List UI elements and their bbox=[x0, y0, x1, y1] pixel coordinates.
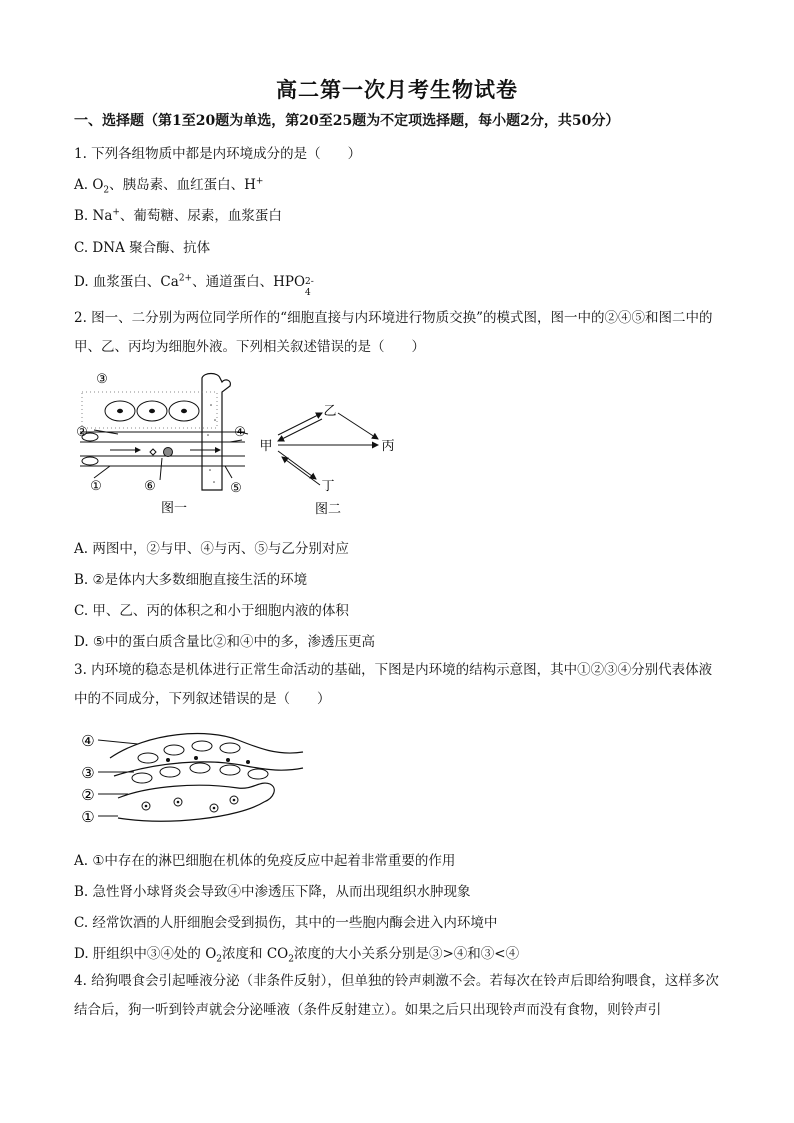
q3-label-4: ④ bbox=[81, 732, 95, 750]
q3-option-d: D. 肝组织中③④处的 $O_2$浓度和 $CO_2$浓度的大小关系分别是③>④和③<④ bbox=[74, 946, 520, 965]
q2-figure-one bbox=[70, 370, 273, 520]
fig2-node-bing: 丙 bbox=[381, 439, 395, 454]
page-title: 高二第一次月考生物试卷 bbox=[276, 77, 518, 102]
q3-label-1: ① bbox=[81, 808, 95, 826]
q1-option-c: C. DNA 聚合酶、抗体 bbox=[74, 240, 211, 256]
fig1-label-5: ⑤ bbox=[230, 481, 242, 496]
fig1-caption: 图一 bbox=[160, 501, 188, 516]
q1-option-b: B. Na+、葡萄糖、尿素，血浆蛋白 bbox=[74, 207, 282, 224]
q2-option-c: C. 甲、乙、丙的体积之和小于细胞内液的体积 bbox=[74, 603, 349, 619]
q3-option-a: A. ①中存在的淋巴细胞在机体的免疫反应中起着非常重要的作用 bbox=[74, 853, 456, 869]
q1-stem: 1. 下列各组物质中都是内环境成分的是（ ） bbox=[74, 146, 362, 162]
q3-option-b: B. 急性肾小球肾炎会导致④中渗透压下降，从而出现组织水肿现象 bbox=[74, 884, 471, 900]
q1-option-a: A. $O_2$、胰岛素、血红蛋白、H+ bbox=[74, 176, 264, 196]
fig2-caption: 图二 bbox=[314, 502, 342, 517]
section-heading: 一、选择题（第1至20题为单选，第20至25题为不定项选择题，每小题2分，共50分） bbox=[74, 113, 620, 129]
fig1-label-3: ③ bbox=[96, 372, 108, 387]
q2-option-a: A. 两图中，②与甲、④与丙、⑤与乙分别对应 bbox=[74, 541, 349, 557]
fig2-node-ding: 丁 bbox=[321, 479, 335, 494]
fig2-node-jia: 甲 bbox=[259, 439, 273, 454]
q2-option-b: B. ②是体内大多数细胞直接生活的环境 bbox=[74, 572, 308, 588]
q3-label-2: ② bbox=[81, 786, 95, 804]
q2-figure-two bbox=[250, 395, 410, 520]
fig1-label-1: ① bbox=[90, 479, 102, 494]
fig1-label-4: ④ bbox=[234, 425, 246, 440]
fig1-label-6: ⑥ bbox=[144, 479, 156, 494]
q1-option-d: D. 血浆蛋白、$Ca^{2+}$、通道蛋白、HPO 2- 4 bbox=[74, 273, 314, 298]
q3-stem: 3. 内环境的稳态是机体进行正常生命活动的基础，下图是内环境的结构示意图，其中①②③④分别代表体液中的不同成分，下列叙述错误的是（ ） bbox=[74, 662, 713, 707]
q3-option-c: C. 经常饮酒的人肝细胞会受到损伤，其中的一些胞内酶会进入内环境中 bbox=[74, 915, 498, 931]
q3-figure bbox=[78, 722, 308, 834]
q2-stem: 2. 图一、二分别为两位同学所作的“细胞直接与内环境进行物质交换”的模式图，图一中的②④⑤和图二中的甲、乙、丙均为细胞外液。下列相关叙述错误的是（ ） bbox=[74, 310, 713, 355]
q4-stem: 4. 给狗喂食会引起唾液分泌（非条件反射），但单独的铃声刺激不会。若每次在铃声后即给狗喂食，这样多次结合后，狗一听到铃声就会分泌唾液（条件反射建立）。如果之后只出现铃声而没有食物，则铃声引 bbox=[74, 973, 719, 1018]
fig1-label-2: ② bbox=[76, 425, 88, 440]
fig2-node-yi: 乙 bbox=[323, 404, 337, 419]
q3-label-3: ③ bbox=[81, 764, 95, 782]
q2-option-d: D. ⑤中的蛋白质含量比②和④中的多，渗透压更高 bbox=[74, 634, 376, 650]
